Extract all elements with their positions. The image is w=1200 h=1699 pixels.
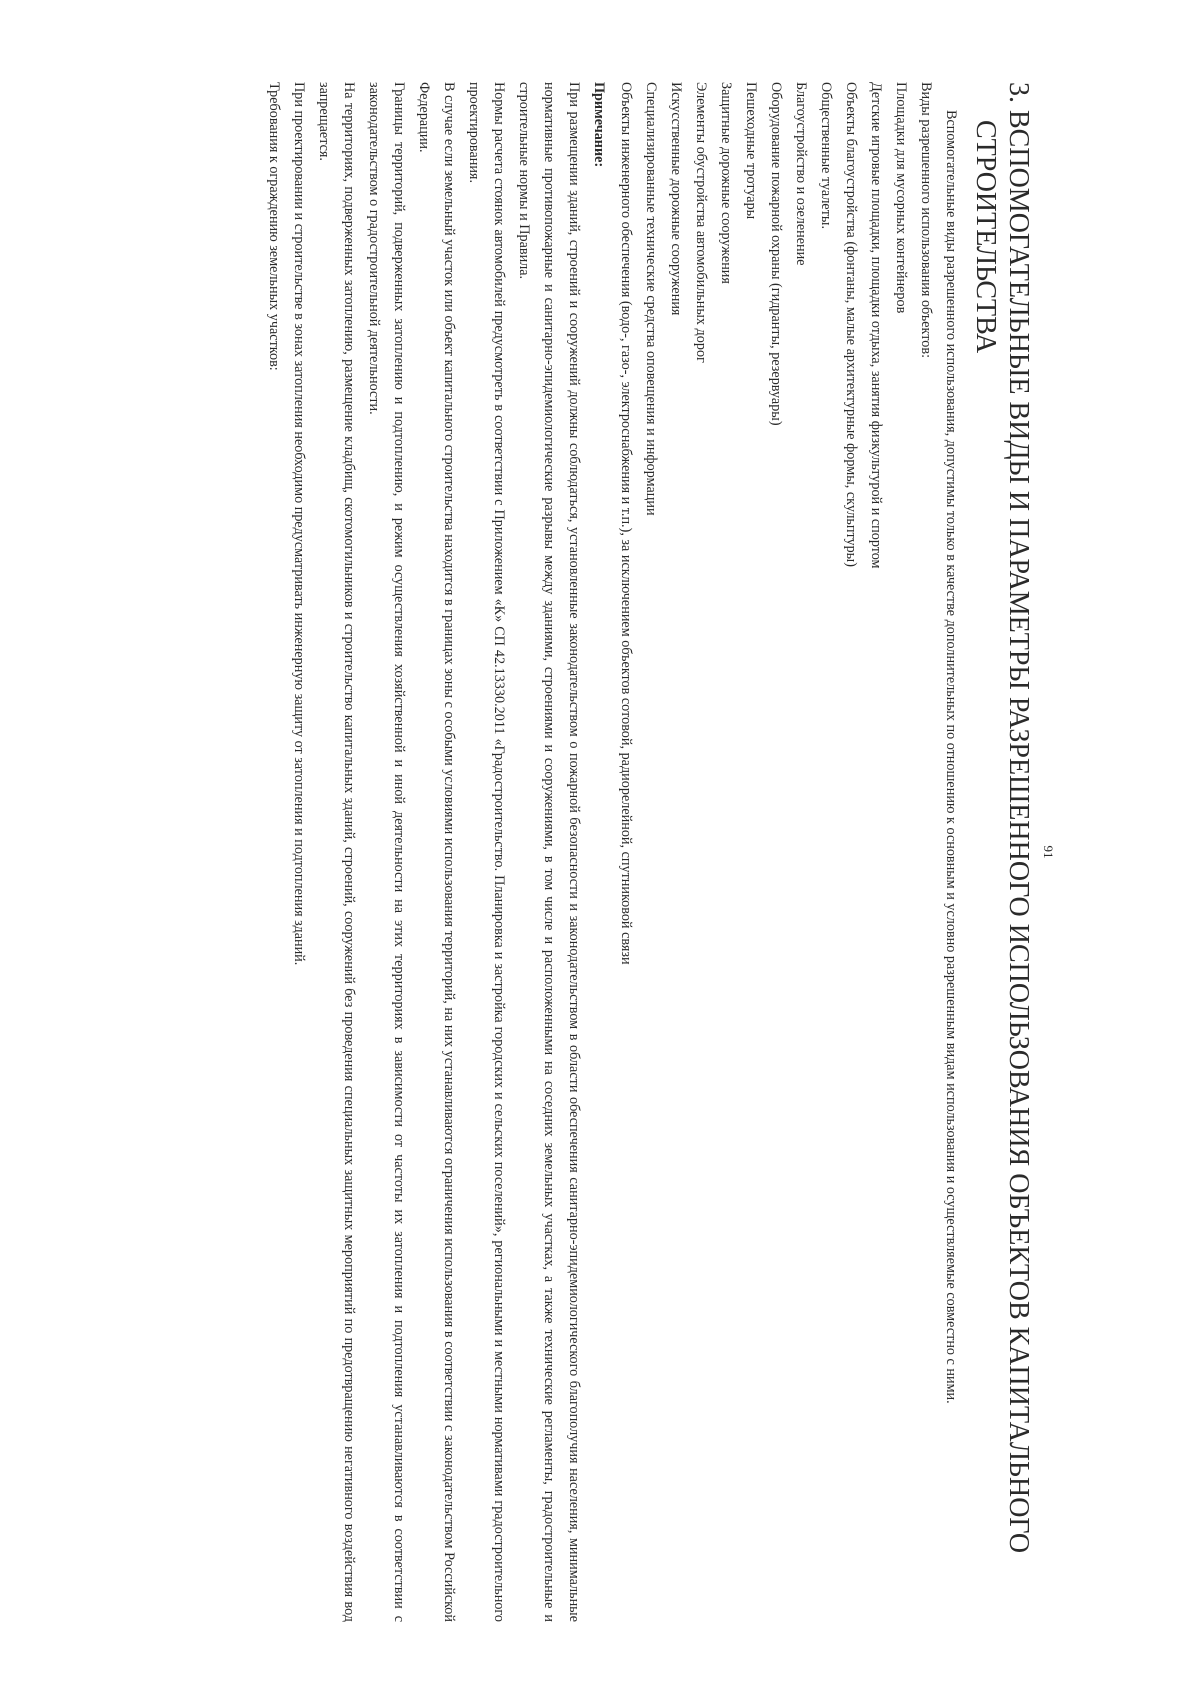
note-paragraph: Границы территорий, подверженных затоплению и подтоплению, и режим осуществления хозяйственной и иной деятельности на этих территориях в зависимости от частоты их затопления и подтопления устанавливаются в соответствии с законодательством о градостроительной деятельности. [366, 82, 407, 1622]
note-paragraph: При размещении зданий, строений и сооружений должны соблюдаться, установленные законодательством о пожарной безопасности и законодательством в области обеспечения санитарно-эпидемиологического благополучия населения, минимальные нормативные противопожарные и санитарно-эпидемиологические разрывы между зданиями, строениями и сооружениями, в том числе и расположенными на соседних земельных участках, а также технические регламенты, градостроительные и строительные нормы и Правила. [516, 82, 582, 1622]
rotated-content [155, 82, 1055, 1622]
note-heading: Примечание: [591, 82, 607, 168]
permitted-uses-list [613, 82, 913, 1622]
list-item: Детские игровые площадки, площадки отдыха, занятия физкультурой и спортом [868, 82, 884, 569]
intro-paragraph: Вспомогательные виды разрешенного использования, допустимы только в качестве дополнительных по отношению к основным и условно разрешенным видам использования и осуществляемые совместно с ними. [943, 110, 959, 1404]
list-item: Специализированные технические средства оповещения и информации [643, 82, 659, 516]
list-item: Искусственные дорожные сооружения [668, 82, 684, 316]
section-title-line1: 3. ВСПОМОГАТЕЛЬНЫЕ ВИДЫ И ПАРАМЕТРЫ РАЗРЕШЕННОГО ИСПОЛЬЗОВАНИЯ ОБЪЕКТОВ КАПИТАЛЬНОГО [1003, 82, 1034, 1554]
list-item: Пешеходные тротуары [743, 82, 759, 220]
list-item: Объекты инженерного обеспечения (водо-, газо-, электроснабжения и т.п.), за исключением объектов сотовой, радиорелейной, спутниковой связи [618, 82, 634, 965]
closing-line: Требования к ограждению земельных участков: [266, 82, 282, 371]
list-item: Благоустройство и озеленение [793, 82, 809, 266]
note-paragraph: На территориях, подверженных затоплению, размещение кладбищ, скотомогильников и строительство капитальных зданий, строений, сооружений без проведения специальных защитных мероприятий по предотвращению негативного воздействия вод запрещается. [316, 82, 357, 1622]
section-title-line2: СТРОИТЕЛЬСТВА [970, 120, 1001, 354]
note-paragraph: В случае если земельный участок или объект капитального строительства находится в границах зоны с особыми условиями использования территорий, на них устанавливаются ограничения использования в соответствии с законодательством Российской Федерации. [416, 82, 457, 1622]
list-item: Элементы обустройства автомобильных дорог [693, 82, 709, 363]
page-number: 91 [1041, 845, 1056, 859]
list-heading: Виды разрешенного использования объектов: [918, 82, 934, 359]
list-item: Оборудование пожарной охраны (гидранты, резервуары) [768, 82, 784, 426]
note-paragraph: Нормы расчета стоянок автомобилей предусмотреть в соответствии с Приложением «К» СП 42.13330.2011 «Градостроительство. Планировка и застройка городских и сельских поселений», региональными и местными нормативами градостроительного проектирования. [466, 82, 507, 1622]
list-item: Защитные дорожные сооружения [718, 82, 734, 284]
note-paragraph: При проектировании и строительстве в зонах затопления необходимо предусматривать инженерную защиту от затопления и подтопления зданий. [291, 82, 307, 966]
list-item: Объекты благоустройства (фонтаны, малые архитектурные формы, скульптуры) [843, 82, 859, 567]
list-item: Общественные туалеты. [818, 82, 834, 230]
section-title [969, 82, 1035, 1622]
list-item: Площадки для мусорных контейнеров [893, 82, 909, 314]
